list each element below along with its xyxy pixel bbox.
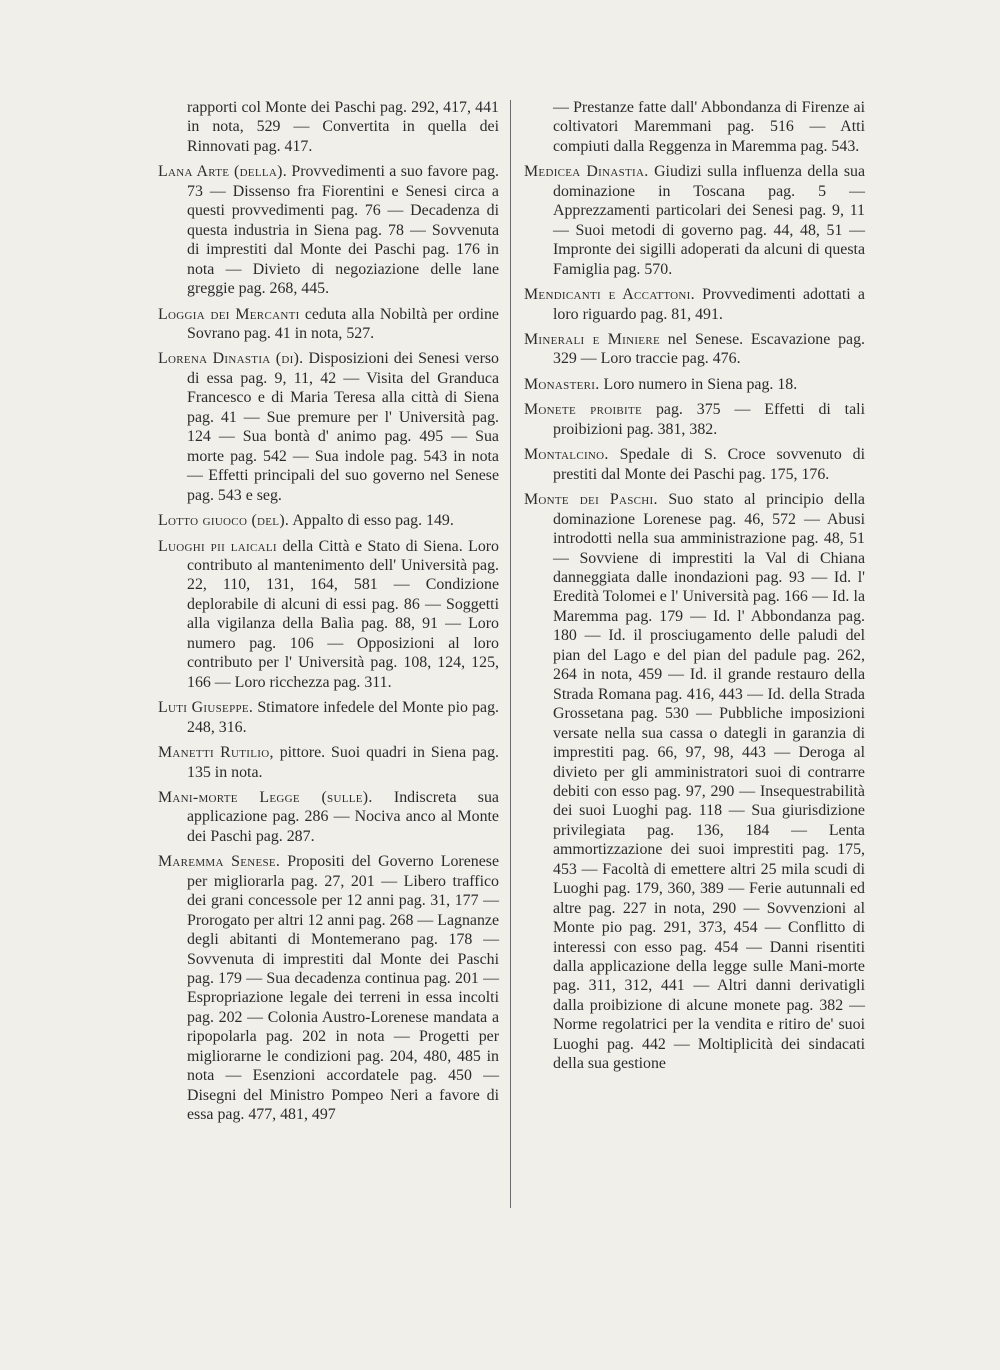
entry-heading: Monte dei Paschi. xyxy=(524,491,658,509)
index-entry xyxy=(158,98,499,156)
left-column xyxy=(158,98,499,1131)
entry-text: Spedale di S. Croce sovvenuto di prestiti dal Monte dei Paschi pag. 175, 176. xyxy=(553,446,865,483)
index-entry xyxy=(524,162,865,279)
entry-heading: Luti Giuseppe. xyxy=(158,699,254,717)
entry-text: — Prestanze fatte dall' Abbondanza di Firenze ai coltivatori Maremmani pag. 516 — Atti compiuti dalla Reggenza in Maremma pag. 543. xyxy=(553,99,865,155)
index-entry xyxy=(524,400,865,439)
right-column xyxy=(524,98,865,1080)
entry-heading: Montalcino. xyxy=(524,446,609,464)
entry-heading: Monete proibite xyxy=(524,401,643,419)
index-entry xyxy=(524,98,865,156)
index-entry xyxy=(158,698,499,737)
entry-heading: Medicea Dinastia. xyxy=(524,163,649,181)
entry-text: Stimatore infedele del Monte pio pag. 248, 316. xyxy=(187,699,499,736)
index-entry xyxy=(524,375,865,394)
index-entry xyxy=(158,349,499,505)
entry-text: Loro numero in Siena pag. 18. xyxy=(603,375,798,393)
entry-text: Appalto di esso pag. 149. xyxy=(292,512,454,530)
entry-text: Disposizioni dei Senesi verso di essa pag. 9, 11, 42 — Visita del Granduca Francesco e di Maria Teresa alla città di Siena pag. 41 — Sue premure per l' Università pag. 124 — Sua bontà d' animo pag. 495 — Sua morte pag. 542 — Sua indole pag. 543 in nota — Effetti principali del suo governo nel Senese pag. 543 e seg. xyxy=(187,350,499,504)
entry-text: pag. 375 — Effetti di tali proibizioni pag. 381, 382. xyxy=(553,401,865,438)
entry-text: nel Senese. Escavazione pag. 329 — Loro traccie pag. 476. xyxy=(553,330,865,368)
index-entry xyxy=(158,788,499,846)
entry-heading: Minerali e Miniere xyxy=(524,330,660,348)
entry-heading: Lotto giuoco (del). xyxy=(158,512,290,530)
entry-text: pittore. Suoi quadri in Siena pag. 135 in nota. xyxy=(187,744,499,781)
entry-heading: Loggia dei Mercanti xyxy=(158,305,300,323)
column-divider xyxy=(510,100,511,1208)
index-entry xyxy=(524,285,865,324)
entry-heading: Maremma Senese. xyxy=(158,853,281,871)
entry-text: Provvedimenti adottati a loro riguardo pag. 81, 491. xyxy=(553,286,865,323)
entry-heading: Lana Arte (della). xyxy=(158,163,287,181)
index-entry xyxy=(524,445,865,484)
entry-heading: Monasteri. xyxy=(524,375,600,393)
entry-heading: Manetti Rutilio, xyxy=(158,744,274,762)
index-entry xyxy=(524,330,865,369)
entry-text: Provvedimenti a suo favore pag. 73 — Dissenso fra Fiorentini e Senesi circa a questi provvedimenti pag. 76 — Decadenza di questa industria in Siena pag. 78 — Sovvenuta di imprestiti dal Monte dei Paschi pag. 176 in nota — Divieto di negoziazione delle lane greggie pag. 268, 445. xyxy=(187,163,499,298)
index-entry xyxy=(158,305,499,344)
entry-text: Suo stato al principio della dominazione Lorenese pag. 46, 572 — Abusi introdotti nella sua amministrazione pag. 48, 51 — Sovviene di imprestiti la Val di Chiana danneggiata dalle inondazioni pag. 93 — Id. l' Eredità Tolomei e l' Università pag. 166 — Id. la Maremma pag. 179 — Id. l' Abbondanza pag. 180 — Id. il prosciugamento delle paludi del pian del Lago e del pian del padule pag. 262, 264 in nota, 459 — Id. il grande restauro della Strada Romana pag. 416, 443 — Id. della Strada Grossetana pag. 530 — Pubbliche imposizioni versate nella sua cassa o dategli in garanzia di imprestiti pag. 66, 97, 98, 443 — Deroga al divieto per gli amministratori suoi di contrarre debiti con esso pag. 97, 290 — Insequestrabilità dei suoi Luoghi pag. 118 — Sua giurisdizione privilegiata pag. 136, 184 — Lenta ammortizzazione dei suoi imprestiti pag. 175, 453 — Facoltà di emettere altri 25 mila scudi di Luoghi pag. 179, 360, 389 — Ferie autunnali ed altre pag. 227 in nota, 290 — Sovvenzioni al Monte pio pag. 291, 373, 454 — Conflitto di interessi con esso pag. 454 — Danni risentiti dalla applicazione della legge sulle Mani-morte pag. 311, 312, 441 — Altri danni derivatigli dalla proibizione di alcune monete pag. 382 — Norme regolatrici per la vendita e ritiro de' suoi Luoghi pag. 442 — Moltiplicità dei sindacati della sua gestione xyxy=(553,491,865,1073)
entry-text: Giudizi sulla influenza della sua dominazione in Toscana pag. 5 — Apprezzamenti particolari dei Senesi pag. 9, 11 — Suoi metodi di governo pag. 44, 48, 51 — Impronte dei sigilli adoperati da alcuni di questa Famiglia pag. 570. xyxy=(553,163,865,278)
entry-text: ceduta alla Nobiltà per ordine Sovrano pag. 41 in nota, 527. xyxy=(187,305,499,342)
entry-text: Propositi del Governo Lorenese per migliorarla pag. 27, 201 — Libero traffico dei grani concessole per 12 anni pag. 31, 177 — Prorogato per altri 12 anni pag. 268 — Lagnanze degli abitanti di Montemerano pag. 178 — Sovvenuta di imprestiti dal Monte dei Paschi pag. 179 — Sua decadenza continua pag. 201 — Espropriazione legale dei terreni in essa incolti pag. 202 — Colonia Austro-Lorenese mandata a ripopolarla pag. 202 in nota — Progetti per migliorarne le condizioni pag. 204, 480, 485 in nota — Esenzioni accordatele pag. 450 — Disegni del Ministro Pompeo Neri a favore di essa pag. 477, 481, 497 xyxy=(187,853,499,1124)
index-entry xyxy=(158,743,499,782)
index-entry xyxy=(158,511,499,530)
index-entry xyxy=(524,490,865,1074)
index-entry xyxy=(158,852,499,1124)
index-entry xyxy=(158,537,499,693)
entry-text: della Città e Stato di Siena. Loro contributo al mantenimento dell' Università pag. 22, 110, 131, 164, 581 — Condizione deplorabile di alcuni di essi pag. 86 — Soggetti alla vigilanza della Balìa pag. 88, 91 — Loro numero pag. 106 — Opposizioni al loro contributo per l' Università pag. 108, 124, 125, 166 — Loro ricchezza pag. 311. xyxy=(187,537,499,691)
entry-heading: Mendicanti e Accattoni. xyxy=(524,286,695,304)
entry-heading: Lorena Dinastia (di). xyxy=(158,350,304,368)
entry-text: Indiscreta sua applicazione pag. 286 — Nociva anco al Monte dei Paschi pag. 287. xyxy=(187,788,499,845)
entry-text: rapporti col Monte dei Paschi pag. 292, 417, 441 in nota, 529 — Convertita in quella dei Rinnovati pag. 417. xyxy=(187,99,499,155)
entry-heading: Luoghi pii laicali xyxy=(158,537,277,555)
index-entry xyxy=(158,162,499,298)
entry-heading: Mani-morte Legge (sulle). xyxy=(158,788,373,806)
